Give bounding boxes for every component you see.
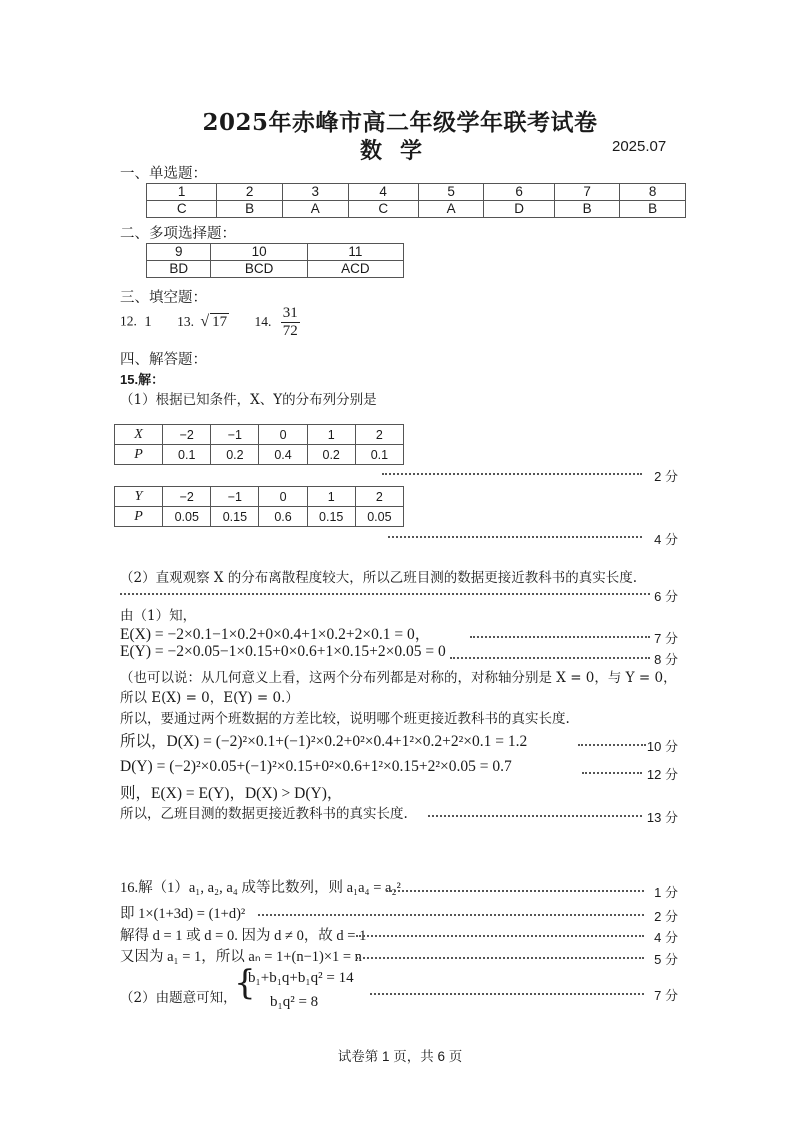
score-mark: 7 分 <box>654 631 678 646</box>
score-mark: 8 分 <box>654 652 678 667</box>
cell: 0 <box>259 425 307 445</box>
prob-header: P <box>115 445 163 465</box>
answer-row <box>147 261 404 278</box>
from-part1-text: 由（1）知， <box>120 608 197 624</box>
exam-date: 2025.07 <box>612 138 667 155</box>
section-single-choice-label: 一、单选题： <box>120 166 207 182</box>
dotted-leader <box>382 473 642 475</box>
cell: 9 <box>147 244 211 261</box>
cell: ACD <box>307 261 403 278</box>
q12-label: 12. <box>120 313 137 329</box>
distribution-table-x <box>114 424 404 465</box>
cell: 0.15 <box>211 507 259 527</box>
sqrt-icon: √ <box>200 312 210 330</box>
q14-label: 14. <box>254 313 272 329</box>
q15-conclusion: 所以，乙班目测的数据更接近教科书的真实长度. <box>120 806 408 822</box>
q16-line3: 解得 d = 1 或 d = 0. 因为 d ≠ 0，故 d = 1 <box>120 928 367 944</box>
cell: −1 <box>211 425 259 445</box>
cell: 0 <box>259 487 307 507</box>
numerator: 31 <box>282 305 298 321</box>
probability-row <box>115 445 404 465</box>
dotted-leader <box>428 815 642 817</box>
expectation-y: E(Y) = −2×0.05−1×0.15+0×0.6+1×0.15+2×0.05 = 0 <box>120 643 446 660</box>
cell: BD <box>147 261 211 278</box>
cell: 8 <box>620 184 686 201</box>
expectation-x: E(X) = −2×0.1−1×0.2+0×0.4+1×0.2+2×0.1 = 0， <box>120 626 431 643</box>
score-mark: 12 分 <box>646 767 678 782</box>
score-mark: 4 分 <box>654 930 678 945</box>
dotted-leader <box>470 636 650 638</box>
cell: 7 <box>554 184 620 201</box>
dotted-leader <box>120 593 650 595</box>
cell: −2 <box>163 425 211 445</box>
cell: D <box>484 201 554 218</box>
alt-note-line2: 所以 E(X) = 0，E(Y) = 0.） <box>120 690 299 706</box>
dotted-leader <box>386 890 644 892</box>
cell: B <box>554 201 620 218</box>
cell: C <box>348 201 418 218</box>
variable-header: X <box>115 425 163 445</box>
cell: −1 <box>211 487 259 507</box>
left-brace-icon: { <box>234 963 256 1003</box>
cell: 0.05 <box>163 507 211 527</box>
score-mark: 4 分 <box>654 532 678 547</box>
variable-header: Y <box>115 487 163 507</box>
probability-row <box>115 507 404 527</box>
q15-part1-intro: （1）根据已知条件，X、Y的分布列分别是 <box>120 392 377 408</box>
answer-row <box>147 201 686 218</box>
cell: 2 <box>217 184 283 201</box>
denominator: 72 <box>282 323 298 339</box>
cell: 0.1 <box>163 445 211 465</box>
q13-answer: 17 <box>212 313 228 330</box>
cell: 0.1 <box>355 445 403 465</box>
score-mark: 2 分 <box>654 909 678 924</box>
cell: 0.15 <box>307 507 355 527</box>
cell: A <box>282 201 348 218</box>
variance-x: 所以，D(X) = (−2)²×0.1+(−1)²×0.2+0²×0.4+1²×0.2+2²×0.1 = 1.2 <box>120 733 528 750</box>
cell: 11 <box>307 244 403 261</box>
dotted-leader <box>582 772 642 774</box>
multi-choice-answer-table <box>146 243 404 278</box>
cell: 10 <box>211 244 307 261</box>
cell: 5 <box>418 184 484 201</box>
variance-y: D(Y) = (−2)²×0.05+(−1)²×0.15+0²×0.6+1²×0.15+2²×0.05 = 0.7 <box>120 758 512 775</box>
q15-part2-text: （2）直观观察 X 的分布离散程度较大，所以乙班目测的数据更接近教科书的真实长度. <box>120 570 638 586</box>
q14-fraction <box>281 305 300 340</box>
section-fill-blank-label: 三、填空题： <box>120 290 207 306</box>
page-footer: 试卷第 1 页，共 6 页 <box>337 1049 463 1064</box>
section-multi-choice-label: 二、多项选择题： <box>120 226 236 242</box>
variance-intro: 所以，要通过两个班数据的方差比较，说明哪个班更接近教科书的真实长度. <box>120 711 570 727</box>
cell: B <box>620 201 686 218</box>
q15-heading: 15.解： <box>120 372 165 387</box>
cell: 4 <box>348 184 418 201</box>
dotted-leader <box>578 744 646 746</box>
cell: BCD <box>211 261 307 278</box>
q12-answer: 1 <box>144 313 152 330</box>
dotted-leader <box>450 657 650 659</box>
q16-part2-intro: （2）由题意可知， <box>120 990 237 1006</box>
alt-note-line1: （也可以说：从几何意义上看，这两个分布列都是对称的，对称轴分别是 X = 0，与 Y = 0， <box>120 670 677 686</box>
subject-title: 数学 <box>359 138 440 164</box>
q13-label: 13. <box>177 313 194 329</box>
score-mark: 10 分 <box>646 739 678 754</box>
section-solution-label: 四、解答题： <box>120 352 207 368</box>
distribution-table-y <box>114 486 404 527</box>
score-mark: 5 分 <box>654 952 678 967</box>
q16-line4: 又因为 a₁ = 1，所以 aₙ = 1+(n−1)×1 = n <box>120 949 362 965</box>
system-equation-1: b₁+b₁q+b₁q² = 14 <box>248 970 354 986</box>
q16-line1: 16.解（1）a₁, a₂, a₄ 成等比数列，则 a₁a₄ = a₂² <box>120 880 401 896</box>
cell: 1 <box>147 184 217 201</box>
value-row <box>115 425 404 445</box>
cell: B <box>217 201 283 218</box>
question-number-row <box>147 244 404 261</box>
cell: −2 <box>163 487 211 507</box>
score-mark: 2 分 <box>654 469 678 484</box>
comparison-line: 则，E(X) = E(Y)，D(X) > D(Y)， <box>120 785 343 802</box>
q16-line2: 即 1×(1+3d) = (1+d)² <box>120 906 246 922</box>
cell: C <box>147 201 217 218</box>
cell: 0.2 <box>307 445 355 465</box>
cell: 0.4 <box>259 445 307 465</box>
dotted-leader <box>370 993 644 995</box>
single-choice-answer-table <box>146 183 686 218</box>
score-mark: 13 分 <box>646 810 678 825</box>
cell: 2 <box>355 487 403 507</box>
score-mark: 6 分 <box>654 589 678 604</box>
dotted-leader <box>258 914 644 916</box>
dotted-leader <box>356 957 644 959</box>
dotted-leader <box>356 935 644 937</box>
fill-blank-answers <box>120 305 300 340</box>
cell: 1 <box>307 425 355 445</box>
value-row <box>115 487 404 507</box>
cell: 1 <box>307 487 355 507</box>
cell: 0.05 <box>355 507 403 527</box>
cell: 0.6 <box>259 507 307 527</box>
system-equation-2: b₁q² = 8 <box>270 994 319 1010</box>
exam-title: 2025年赤峰市高二年级学年联考试卷 <box>202 109 598 136</box>
cell: 0.2 <box>211 445 259 465</box>
dotted-leader <box>388 536 642 538</box>
cell: A <box>418 201 484 218</box>
cell: 3 <box>282 184 348 201</box>
score-mark: 7 分 <box>654 988 678 1003</box>
cell: 2 <box>355 425 403 445</box>
question-number-row <box>147 184 686 201</box>
cell: 6 <box>484 184 554 201</box>
prob-header: P <box>115 507 163 527</box>
score-mark: 1 分 <box>654 885 678 900</box>
